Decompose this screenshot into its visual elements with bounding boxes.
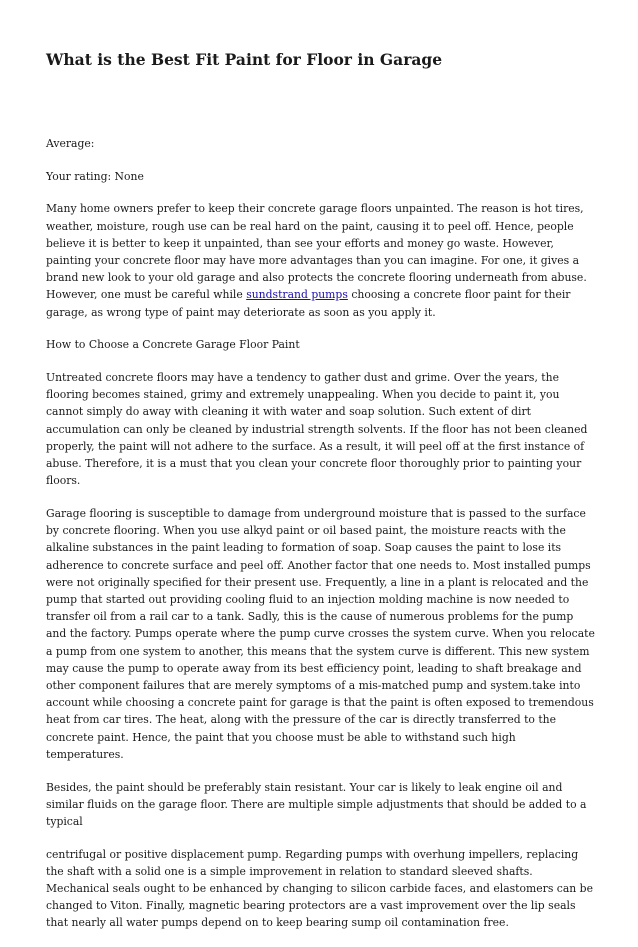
- article-body: [46, 135, 596, 947]
- page-title: What is the Best Fit Paint for Floor in Garage: [46, 50, 443, 69]
- sundstrand-pumps-link[interactable]: sundstrand pumps: [246, 288, 348, 302]
- paragraph-intro-text-start: Many home owners prefer to keep their concrete garage floors unpainted. The reason is hot tires, weather, moisture, rough use can be real hard on the paint, causing it to peel off. Hence, people believe it is better to keep it unpainted, than see your efforts and money go waste. However, painting your concrete floor may have more advantages than you can imagine. For one, it gives a brand new look to your old garage and also protects the concrete flooring underneath from abuse. However, one must be careful while: [46, 202, 587, 302]
- rating-yours: Your rating: None: [46, 169, 144, 183]
- paragraph-moisture: Garage flooring is susceptible to damage from underground moisture that is passed to the surface by concrete flooring. When you use alkyd paint or oil based paint, the moisture reacts with the alkaline substances in the paint leading to formation of soap. Soap causes the paint to lose its adherence to concrete surface and peel off. Another factor that one needs to. Most installed pumps were not originally specified for their present use. Frequently, a line in a plant is relocated and the pump that started out providing cooling fluid to an injection molding machine is now needed to transfer oil from a rail car to a tank. Sadly, this is the cause of numerous problems for the pump and the factory. Pumps operate where the pump curve crosses the system curve. When you relocate a pump from one system to another, this means that the system curve is different. This new system may cause the pump to operate away from its best efficiency point, leading to shaft breakage and other component failures that are merely symptoms of a mis-matched pump and system.take into account while choosing a concrete paint for garage is that the paint is often exposed to tremendous heat from car tires. The heat, along with the pressure of the car is directly transferred to the concrete paint. Hence, the paint that you choose must be able to withstand such high temperatures.: [46, 506, 595, 761]
- rating-average: Average:: [46, 137, 95, 150]
- paragraph-intro-text-end: choosing a concrete floor paint for their garage, as wrong type of paint may deteriorate as soon as you apply it.: [46, 288, 571, 319]
- paragraph-pump-improvements: centrifugal or positive displacement pump. Regarding pumps with overhung impellers, replacing the shaft with a solid one is a simple improvement in relation to standard sleeved shafts. Mechanical seals ought to be enhanced by changing to silicon carbide faces, and elastomers can be changed to Viton. Finally, magnetic bearing protectors are a vast improvement over the lip seals that nearly all water pumps depend on to keep bearing sump oil contamination free.: [46, 847, 593, 930]
- paragraph-intro: [46, 200, 596, 320]
- paragraph-stain-resistance: Besides, the paint should be preferably stain resistant. Your car is likely to leak engine oil and similar fluids on the garage floor. There are multiple simple adjustments that should be added to a typical: [46, 780, 587, 828]
- section-subheading: How to Choose a Concrete Garage Floor Paint: [46, 338, 300, 352]
- paragraph-cleaning: Untreated concrete floors may have a tendency to gather dust and grime. Over the years, the flooring becomes stained, grimy and extremely unappealing. When you decide to paint it, you cannot simply do away with cleaning it with water and soap solution. Such extent of dirt accumulation can only be cleaned by industrial strength solvents. If the floor has not been cleaned properly, the paint will not adhere to the surface. As a result, it will peel off at the first instance of abuse. Therefore, it is a must that you clean your concrete floor thoroughly prior to painting your floors.: [46, 371, 588, 488]
